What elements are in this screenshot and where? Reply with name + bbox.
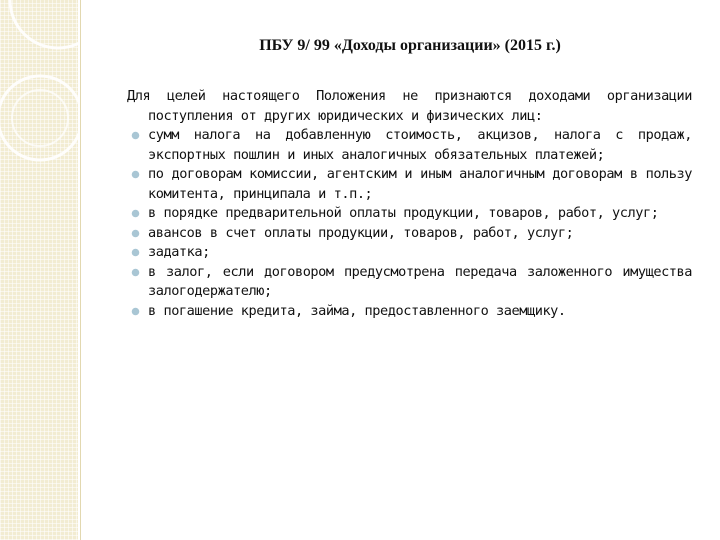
circle-bullet-icon bbox=[131, 131, 140, 140]
circle-bullet-icon bbox=[131, 268, 140, 277]
circle-bullet-icon bbox=[131, 209, 140, 218]
list-item-text: в залог, если договором предусмотрена передача заложенного имущества залогодержателю; bbox=[148, 263, 692, 299]
list-item-text: в порядке предварительной оплаты продукции, товаров, работ, услуг; bbox=[148, 205, 659, 221]
circle-bullet-icon bbox=[131, 307, 140, 316]
circle-bullet-icon bbox=[131, 170, 140, 179]
list-item-text: сумм налога на добавленную стоимость, акцизов, налога с продаж, экспортных пошлин и иных аналогичных обязательных платежей; bbox=[148, 127, 692, 163]
list-item bbox=[127, 224, 692, 244]
list-item-text: авансов в счет оплаты продукции, товаров, работ, услуг; bbox=[148, 224, 574, 241]
decorative-circles-icon bbox=[0, 0, 80, 540]
list-item-text: по договорам комиссии, агентским и иным аналогичным договорам в пользу комитента, принципала и т.п.; bbox=[148, 166, 692, 202]
list-item bbox=[127, 263, 692, 302]
slide-title: ПБУ 9/ 99 «Доходы организации» (2015 г.) bbox=[259, 37, 561, 54]
list-item bbox=[127, 165, 692, 204]
circle-bullet-icon bbox=[131, 248, 140, 257]
list-item bbox=[127, 243, 692, 263]
list-item bbox=[127, 204, 692, 224]
list-item-text: задатка; bbox=[148, 244, 210, 260]
list-item-text: в погашение кредита, займа, предоставленного заемщику. bbox=[148, 302, 566, 319]
list-item bbox=[127, 302, 692, 322]
bullet-list bbox=[127, 126, 692, 321]
slide-content bbox=[127, 87, 692, 321]
circle-bullet-icon bbox=[131, 229, 140, 238]
side-divider bbox=[80, 0, 81, 540]
list-item bbox=[127, 126, 692, 165]
intro-paragraph: Для целей настоящего Положения не признаются доходами организации поступления от других юридических и физических лиц: bbox=[127, 88, 692, 124]
